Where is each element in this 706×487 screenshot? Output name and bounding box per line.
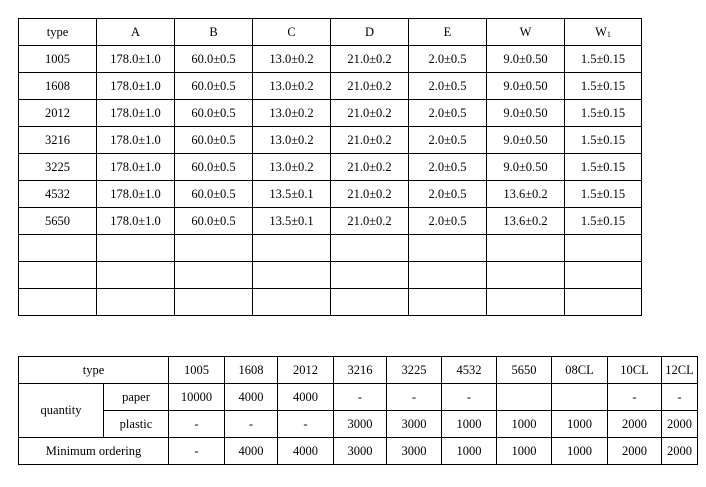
paper-value-cell: 4000 bbox=[225, 384, 278, 411]
plastic-label-cell: plastic bbox=[104, 411, 169, 438]
empty-cell bbox=[487, 289, 565, 316]
table-row bbox=[19, 208, 642, 235]
header-cell: C bbox=[253, 19, 331, 46]
value-cell: 21.0±0.2 bbox=[331, 181, 409, 208]
value-cell: 1.5±0.15 bbox=[565, 100, 642, 127]
value-cell: 13.0±0.2 bbox=[253, 73, 331, 100]
empty-cell bbox=[565, 289, 642, 316]
table-row bbox=[19, 73, 642, 100]
value-cell: 2.0±0.5 bbox=[409, 208, 487, 235]
value-cell: 2.0±0.5 bbox=[409, 100, 487, 127]
paper-value-cell: - bbox=[334, 384, 387, 411]
paper-value-cell: - bbox=[387, 384, 442, 411]
type-value-cell: 12CL bbox=[662, 357, 698, 384]
empty-cell bbox=[331, 289, 409, 316]
header-cell: type bbox=[19, 19, 97, 46]
empty-cell bbox=[253, 235, 331, 262]
type-value-cell: 5650 bbox=[497, 357, 552, 384]
header-w-label: W bbox=[595, 24, 607, 39]
minimum-ordering-row bbox=[19, 438, 698, 465]
table-row bbox=[19, 127, 642, 154]
value-cell: 60.0±0.5 bbox=[175, 127, 253, 154]
plastic-value-cell: 1000 bbox=[497, 411, 552, 438]
minimum-value-cell: 2000 bbox=[662, 438, 698, 465]
minimum-value-cell: - bbox=[169, 438, 225, 465]
empty-row bbox=[19, 235, 642, 262]
value-cell: 9.0±0.50 bbox=[487, 127, 565, 154]
value-cell: 1.5±0.15 bbox=[565, 208, 642, 235]
minimum-value-cell: 4000 bbox=[225, 438, 278, 465]
empty-cell bbox=[97, 262, 175, 289]
empty-cell bbox=[565, 262, 642, 289]
value-cell: 13.0±0.2 bbox=[253, 127, 331, 154]
value-cell: 21.0±0.2 bbox=[331, 46, 409, 73]
value-cell: 178.0±1.0 bbox=[97, 100, 175, 127]
minimum-label-cell: Minimum ordering bbox=[19, 438, 169, 465]
type-value-cell: 10CL bbox=[608, 357, 662, 384]
minimum-value-cell: 2000 bbox=[608, 438, 662, 465]
value-cell: 2.0±0.5 bbox=[409, 154, 487, 181]
value-cell: 1.5±0.15 bbox=[565, 154, 642, 181]
plastic-value-cell: 1000 bbox=[552, 411, 608, 438]
value-cell: 9.0±0.50 bbox=[487, 154, 565, 181]
value-cell: 2.0±0.5 bbox=[409, 181, 487, 208]
value-cell: 21.0±0.2 bbox=[331, 208, 409, 235]
value-cell: 1.5±0.15 bbox=[565, 46, 642, 73]
value-cell: 178.0±1.0 bbox=[97, 154, 175, 181]
type-value-cell: 3216 bbox=[334, 357, 387, 384]
value-cell: 13.5±0.1 bbox=[253, 208, 331, 235]
header-cell: E bbox=[409, 19, 487, 46]
type-value-cell: 08CL bbox=[552, 357, 608, 384]
value-cell: 9.0±0.50 bbox=[487, 46, 565, 73]
empty-cell bbox=[409, 262, 487, 289]
value-cell: 13.6±0.2 bbox=[487, 208, 565, 235]
value-cell: 60.0±0.5 bbox=[175, 100, 253, 127]
type-cell: 3225 bbox=[19, 154, 97, 181]
header-w-subscript: 1 bbox=[606, 29, 611, 39]
type-label-cell: type bbox=[19, 357, 169, 384]
empty-cell bbox=[97, 235, 175, 262]
quantity-table-body bbox=[19, 357, 698, 465]
quantity-paper-row bbox=[19, 384, 698, 411]
empty-cell bbox=[97, 289, 175, 316]
type-cell: 1005 bbox=[19, 46, 97, 73]
type-value-cell: 4532 bbox=[442, 357, 497, 384]
value-cell: 21.0±0.2 bbox=[331, 154, 409, 181]
paper-value-cell bbox=[552, 384, 608, 411]
paper-value-cell: - bbox=[442, 384, 497, 411]
value-cell: 13.5±0.1 bbox=[253, 181, 331, 208]
value-cell: 1.5±0.15 bbox=[565, 181, 642, 208]
empty-cell bbox=[331, 235, 409, 262]
empty-cell bbox=[409, 235, 487, 262]
header-cell: A bbox=[97, 19, 175, 46]
header-cell: W bbox=[487, 19, 565, 46]
minimum-value-cell: 1000 bbox=[497, 438, 552, 465]
paper-value-cell: - bbox=[608, 384, 662, 411]
quantity-type-row bbox=[19, 357, 698, 384]
plastic-value-cell: 3000 bbox=[334, 411, 387, 438]
plastic-value-cell: 1000 bbox=[442, 411, 497, 438]
value-cell: 60.0±0.5 bbox=[175, 208, 253, 235]
value-cell: 13.0±0.2 bbox=[253, 154, 331, 181]
minimum-value-cell: 4000 bbox=[278, 438, 334, 465]
paper-value-cell: 4000 bbox=[278, 384, 334, 411]
table-row bbox=[19, 181, 642, 208]
minimum-value-cell: 1000 bbox=[552, 438, 608, 465]
empty-cell bbox=[19, 262, 97, 289]
empty-cell bbox=[19, 235, 97, 262]
empty-row bbox=[19, 289, 642, 316]
value-cell: 60.0±0.5 bbox=[175, 46, 253, 73]
header-cell bbox=[565, 19, 642, 46]
value-cell: 9.0±0.50 bbox=[487, 100, 565, 127]
empty-cell bbox=[175, 235, 253, 262]
empty-cell bbox=[253, 289, 331, 316]
value-cell: 9.0±0.50 bbox=[487, 73, 565, 100]
dimension-header-row bbox=[19, 19, 642, 46]
value-cell: 178.0±1.0 bbox=[97, 181, 175, 208]
value-cell: 1.5±0.15 bbox=[565, 73, 642, 100]
value-cell: 178.0±1.0 bbox=[97, 46, 175, 73]
quantity-plastic-row bbox=[19, 411, 698, 438]
empty-cell bbox=[331, 262, 409, 289]
empty-cell bbox=[565, 235, 642, 262]
paper-value-cell: 10000 bbox=[169, 384, 225, 411]
paper-value-cell bbox=[497, 384, 552, 411]
table-row bbox=[19, 46, 642, 73]
empty-cell bbox=[409, 289, 487, 316]
value-cell: 2.0±0.5 bbox=[409, 127, 487, 154]
paper-value-cell: - bbox=[662, 384, 698, 411]
minimum-value-cell: 3000 bbox=[387, 438, 442, 465]
value-cell: 21.0±0.2 bbox=[331, 100, 409, 127]
empty-cell bbox=[19, 289, 97, 316]
type-cell: 3216 bbox=[19, 127, 97, 154]
plastic-value-cell: - bbox=[225, 411, 278, 438]
type-value-cell: 3225 bbox=[387, 357, 442, 384]
value-cell: 21.0±0.2 bbox=[331, 73, 409, 100]
empty-cell bbox=[175, 262, 253, 289]
type-value-cell: 1608 bbox=[225, 357, 278, 384]
header-cell: B bbox=[175, 19, 253, 46]
value-cell: 60.0±0.5 bbox=[175, 154, 253, 181]
empty-cell bbox=[175, 289, 253, 316]
value-cell: 13.0±0.2 bbox=[253, 46, 331, 73]
empty-row bbox=[19, 262, 642, 289]
empty-cell bbox=[487, 262, 565, 289]
type-cell: 1608 bbox=[19, 73, 97, 100]
plastic-value-cell: - bbox=[278, 411, 334, 438]
value-cell: 13.0±0.2 bbox=[253, 100, 331, 127]
value-cell: 13.6±0.2 bbox=[487, 181, 565, 208]
dimension-table bbox=[18, 18, 642, 316]
type-value-cell: 1005 bbox=[169, 357, 225, 384]
value-cell: 1.5±0.15 bbox=[565, 127, 642, 154]
plastic-value-cell: 3000 bbox=[387, 411, 442, 438]
value-cell: 2.0±0.5 bbox=[409, 73, 487, 100]
table-row bbox=[19, 154, 642, 181]
value-cell: 2.0±0.5 bbox=[409, 46, 487, 73]
quantity-table bbox=[18, 356, 698, 465]
paper-label-cell: paper bbox=[104, 384, 169, 411]
value-cell: 178.0±1.0 bbox=[97, 208, 175, 235]
minimum-value-cell: 3000 bbox=[334, 438, 387, 465]
value-cell: 60.0±0.5 bbox=[175, 73, 253, 100]
type-value-cell: 2012 bbox=[278, 357, 334, 384]
quantity-label-cell: quantity bbox=[19, 384, 104, 438]
type-cell: 5650 bbox=[19, 208, 97, 235]
type-cell: 4532 bbox=[19, 181, 97, 208]
minimum-value-cell: 1000 bbox=[442, 438, 497, 465]
header-cell: D bbox=[331, 19, 409, 46]
table-row bbox=[19, 100, 642, 127]
value-cell: 21.0±0.2 bbox=[331, 127, 409, 154]
type-cell: 2012 bbox=[19, 100, 97, 127]
value-cell: 178.0±1.0 bbox=[97, 73, 175, 100]
empty-cell bbox=[487, 235, 565, 262]
value-cell: 178.0±1.0 bbox=[97, 127, 175, 154]
value-cell: 60.0±0.5 bbox=[175, 181, 253, 208]
plastic-value-cell: 2000 bbox=[662, 411, 698, 438]
plastic-value-cell: - bbox=[169, 411, 225, 438]
empty-cell bbox=[253, 262, 331, 289]
dimension-table-body bbox=[19, 19, 642, 316]
plastic-value-cell: 2000 bbox=[608, 411, 662, 438]
